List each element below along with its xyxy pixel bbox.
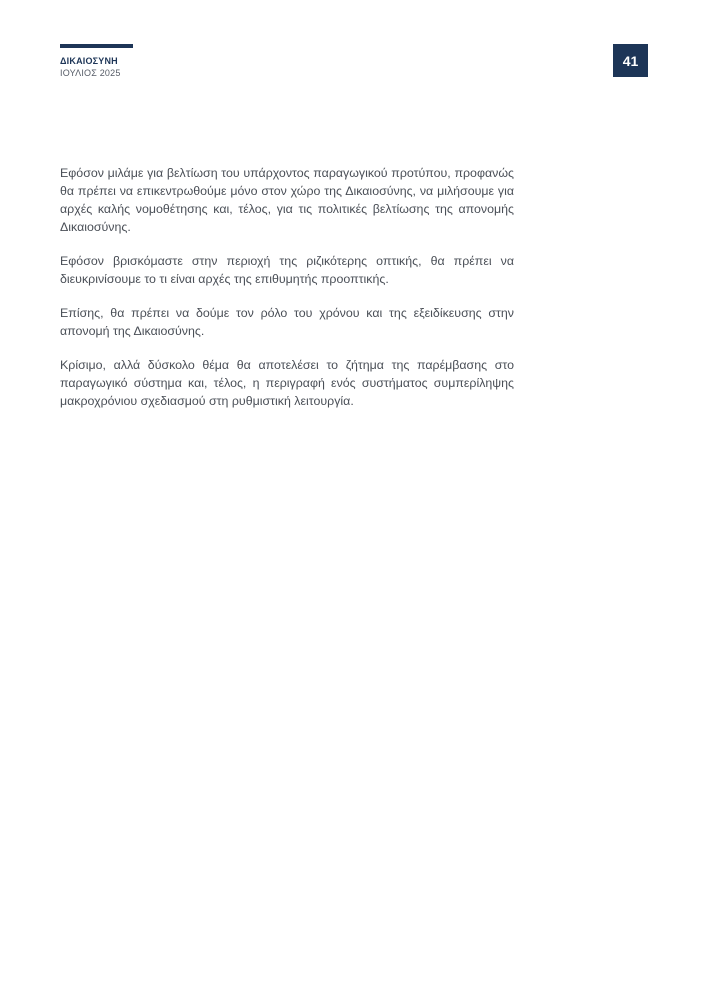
page-number-badge: 41	[613, 44, 648, 77]
paragraph: Εφόσον μιλάμε για βελτίωση του υπάρχοντος παραγωγικού προτύπου, προφανώς θα πρέπει να επικεντρωθούμε μόνο στον χώρο της Δικαιοσύνης, να μιλήσουμε για αρχές καλής νομοθέτησης και, τέλος, για τις πολιτικές βελτίωσης της απονομής Δικαιοσύνης.	[60, 166, 514, 234]
paragraph: Επίσης, θα πρέπει να δούμε τον ρόλο του χρόνου και της εξειδίκευσης στην απονομή της Δικαιοσύνης.	[60, 306, 514, 338]
section-title: ΔΙΚΑΙΟΣΥΝΗ	[60, 56, 118, 66]
body-text	[60, 164, 514, 426]
paragraph: Εφόσον βρισκόμαστε στην περιοχή της ριζικότερης οπτικής, θα πρέπει να διευκρινίσουμε το τι είναι αρχές της επιθυμητής προοπτικής.	[60, 254, 514, 286]
publication-date: ΙΟΥΛΙΟΣ 2025	[60, 68, 121, 78]
paragraph: Κρίσιμο, αλλά δύσκολο θέμα θα αποτελέσει το ζήτημα της παρέμβασης στο παραγωγικό σύστημα και, τέλος, η περιγραφή ενός συστήματος συμπερίληψης μακροχρόνιου σχεδιασμού στη ρυθμιστική λειτουργία.	[60, 358, 514, 408]
header-accent-rule	[60, 44, 133, 48]
